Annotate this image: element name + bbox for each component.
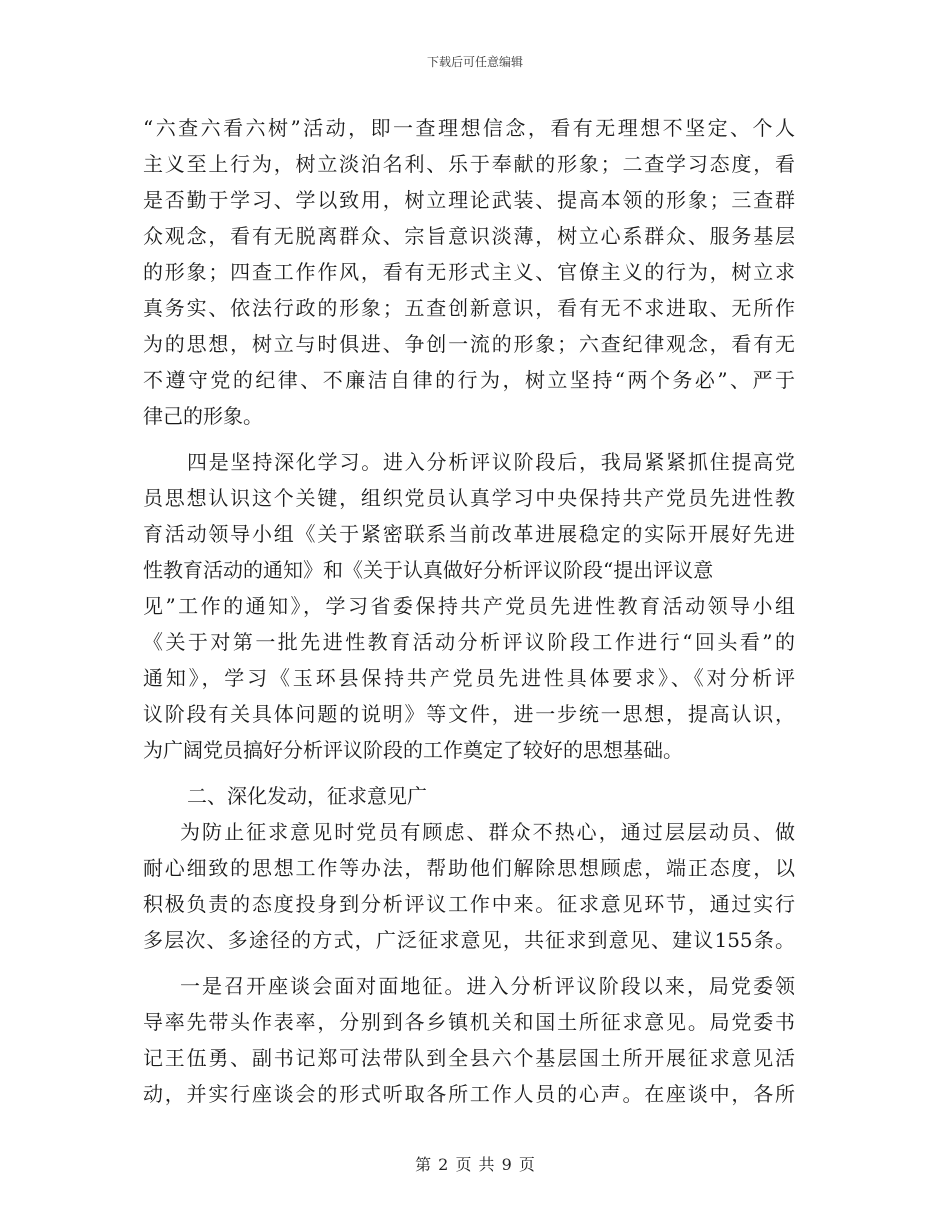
text-line: 见”工作的通知》，学习省委保持共产党员先进性教育活动领导小组: [143, 594, 795, 618]
text-line: 四是坚持深化学习。进入分析评议阶段后，我局紧紧抓住提高党: [187, 450, 795, 474]
text-line: 多层次、多途径的方式，广泛征求意见，共征求到意见、建议155条。: [143, 928, 795, 952]
text-line: “六查六看六树”活动，即一查理想信念，看有无理想不坚定、个人: [143, 116, 795, 140]
text-line: 议阶段有关具体问题的说明》等文件，进一步统一思想，提高认识，: [143, 702, 795, 726]
text-line: 为防止征求意见时党员有顾虑、群众不热心，通过层层动员、做: [180, 820, 795, 844]
text-line: 为的思想，树立与时俱进、争创一流的形象；六查纪律观念，看有无: [143, 332, 795, 356]
text-line: 耐心细致的思想工作等办法，帮助他们解除思想顾虑，端正态度，以: [143, 856, 795, 880]
section-heading-text: 二、深化发动，征求意见广: [187, 784, 427, 808]
section-heading: [143, 778, 795, 814]
text-line: 律己的形象。: [143, 404, 263, 428]
text-line: 《关于对第一批先进性教育活动分析评议阶段工作进行“回头看”的: [143, 630, 795, 654]
text-line: 积极负责的态度投身到分析评议工作中来。征求意见环节，通过实行: [143, 892, 795, 916]
text-line: 性教育活动的通知》和《关于认真做好分析评议阶段“提出评议意: [143, 558, 714, 582]
text-line: 主义至上行为，树立淡泊名利、乐于奉献的形象；二查学习态度，看: [143, 152, 795, 176]
text-line: 一是召开座谈会面对面地征。进入分析评议阶段以来，局党委领: [180, 974, 795, 998]
text-line: 为广阔党员搞好分析评议阶段的工作奠定了较好的思想基础。: [143, 738, 683, 762]
paragraph-forum: [143, 968, 795, 1112]
page-header-note: 下载后可任意编辑: [426, 55, 523, 69]
paragraph-six-checks: [143, 110, 795, 434]
document-body: [143, 110, 795, 1112]
text-line: 是否勤于学习、学以致用，树立理论武装、提高本领的形象；三查群: [143, 188, 795, 212]
text-line: 导率先带头作表率，分别到各乡镇机关和国土所征求意见。局党委书: [143, 1010, 795, 1034]
text-line: 不遵守党的纪律、不廉洁自律的行为，树立坚持“两个务必”、严于: [143, 368, 795, 392]
text-line: 真务实、依法行政的形象；五查创新意识，看有无不求进取、无所作: [143, 296, 795, 320]
paragraph-mobilize: [143, 814, 795, 958]
text-line: 众观念，看有无脱离群众、宗旨意识淡薄，树立心系群众、服务基层: [143, 224, 795, 248]
text-line: 员思想认识这个关键，组织党员认真学习中央保持共产党员先进性教: [143, 486, 795, 510]
text-line: 动，并实行座谈会的形式听取各所工作人员的心声。在座谈中，各所: [143, 1082, 795, 1106]
page-number-footer: 第 2 页 共 9 页: [415, 1155, 535, 1174]
text-line: 记王伍勇、副书记郑可法带队到全县六个基层国土所开展征求意见活: [143, 1046, 795, 1070]
text-line: 育活动领导小组《关于紧密联系当前改革进展稳定的实际开展好先进: [143, 522, 795, 546]
text-line: 通知》，学习《玉环县保持共产党员先进性具体要求》、《对分析评: [143, 666, 795, 690]
text-line: 的形象；四查工作作风，看有无形式主义、官僚主义的行为，树立求: [143, 260, 795, 284]
paragraph-deepen-study: [143, 444, 795, 768]
